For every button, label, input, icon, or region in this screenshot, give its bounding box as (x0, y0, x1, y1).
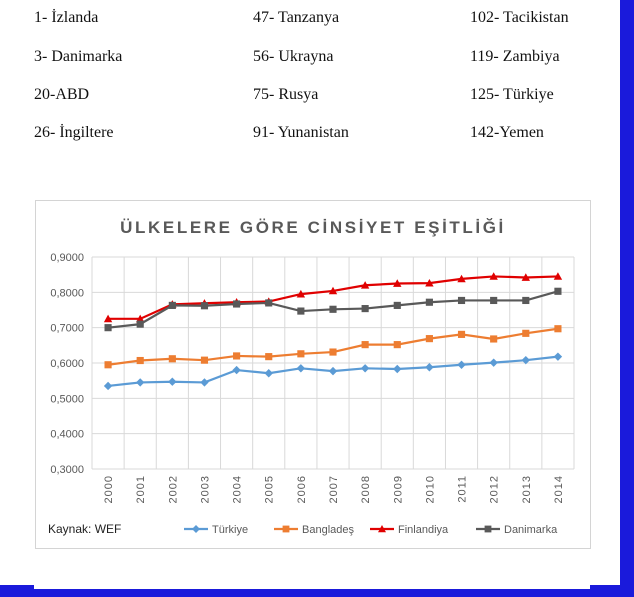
data-point (393, 365, 401, 373)
country-rank-item: 125- Türkiye (470, 86, 554, 103)
data-point (169, 355, 176, 362)
data-point (426, 335, 433, 342)
y-tick-label: 0,6000 (50, 358, 84, 370)
data-point (136, 378, 144, 386)
country-rank-item: 119- Zambiya (470, 48, 560, 65)
data-point (233, 352, 240, 359)
data-point (394, 341, 401, 348)
data-point (265, 369, 273, 377)
x-tick-label: 2011 (456, 475, 469, 503)
x-tick-label: 2003 (199, 475, 212, 504)
x-tick-label: 2014 (552, 475, 565, 504)
x-tick-label: 2001 (135, 475, 148, 504)
data-point (457, 361, 465, 369)
legend-label: Bangladeş (302, 524, 354, 536)
data-point (489, 358, 497, 366)
country-rank-item: 142-Yemen (470, 124, 544, 141)
x-axis-ticks (103, 475, 565, 503)
legend-label: Türkiye (212, 524, 249, 536)
x-tick-label: 2000 (103, 475, 116, 504)
data-point (297, 307, 304, 314)
gender-equality-chart (35, 200, 591, 549)
x-tick-label: 2007 (328, 475, 340, 504)
data-point (104, 361, 111, 368)
data-point (554, 288, 561, 295)
country-ranking-list (0, 0, 620, 160)
legend-entry (476, 524, 558, 536)
data-point (522, 297, 529, 304)
legend-entry (274, 524, 354, 536)
data-point (329, 367, 337, 375)
source-label: Kaynak: WEF (48, 522, 122, 536)
y-tick-label: 0,8000 (50, 287, 84, 300)
country-rank-item: 91- Yunanistan (253, 124, 349, 141)
data-point (104, 382, 112, 390)
legend-label: Danimarka (504, 524, 558, 536)
data-point (297, 364, 305, 372)
data-point (201, 357, 208, 364)
data-point (458, 297, 465, 304)
right-frame-border (620, 0, 634, 597)
data-point (329, 348, 336, 355)
data-point (490, 335, 497, 342)
x-tick-label: 2010 (424, 475, 437, 504)
bottom-frame-gap (34, 585, 590, 589)
country-rank-item: 1- İzlanda (34, 9, 99, 26)
country-rank-item: 75- Rusya (253, 86, 319, 103)
legend-label: Finlandiya (398, 524, 449, 536)
y-tick-label: 0,7000 (50, 322, 84, 335)
data-point (265, 299, 272, 306)
data-point (426, 299, 433, 306)
y-tick-label: 0,9000 (50, 252, 84, 264)
y-tick-label: 0,4000 (50, 428, 84, 441)
data-point (522, 330, 529, 337)
data-point (490, 297, 497, 304)
y-tick-label: 0,5000 (50, 393, 84, 406)
data-point (554, 352, 562, 360)
x-tick-label: 2013 (520, 475, 533, 504)
chart-canvas (36, 201, 590, 548)
data-point (137, 357, 144, 364)
data-point (233, 300, 240, 307)
data-point (458, 331, 465, 338)
x-tick-label: 2004 (231, 475, 244, 504)
x-tick-label: 2006 (295, 475, 308, 504)
legend-marker (192, 525, 200, 533)
data-point (169, 302, 176, 309)
data-point (329, 306, 336, 313)
country-rank-item: 3- Danimarka (34, 48, 123, 65)
data-point (362, 305, 369, 312)
chart-title: ÜLKELERE GÖRE CİNSİYET EŞİTLİĞİ (120, 218, 506, 237)
data-point (361, 364, 369, 372)
y-axis-ticks (50, 252, 84, 476)
data-point (232, 366, 240, 374)
legend-marker (485, 526, 492, 533)
country-rank-item: 47- Tanzanya (253, 9, 340, 26)
x-tick-label: 2005 (263, 475, 276, 504)
data-point (554, 325, 561, 332)
x-tick-label: 2009 (392, 475, 405, 504)
legend-entry (184, 524, 248, 536)
data-point (425, 363, 433, 371)
data-point (394, 302, 401, 309)
country-rank-item: 102- Tacikistan (470, 9, 569, 26)
data-point (200, 378, 208, 386)
data-point (201, 302, 208, 309)
legend-marker (283, 526, 290, 533)
country-rank-item: 26- İngiltere (34, 124, 114, 141)
data-point (104, 324, 111, 331)
data-point (297, 350, 304, 357)
legend-entry (370, 524, 449, 536)
x-tick-label: 2012 (488, 475, 501, 504)
y-tick-label: 0,3000 (50, 464, 84, 476)
data-point (137, 321, 144, 328)
x-tick-label: 2002 (167, 475, 180, 504)
chart-legend (184, 524, 558, 536)
country-rank-item: 20-ABD (34, 86, 90, 103)
data-point (168, 378, 176, 386)
data-point (265, 353, 272, 360)
data-point (362, 341, 369, 348)
country-rank-item: 56- Ukrayna (253, 48, 334, 65)
chart-series (104, 272, 562, 390)
x-tick-label: 2008 (360, 475, 373, 504)
